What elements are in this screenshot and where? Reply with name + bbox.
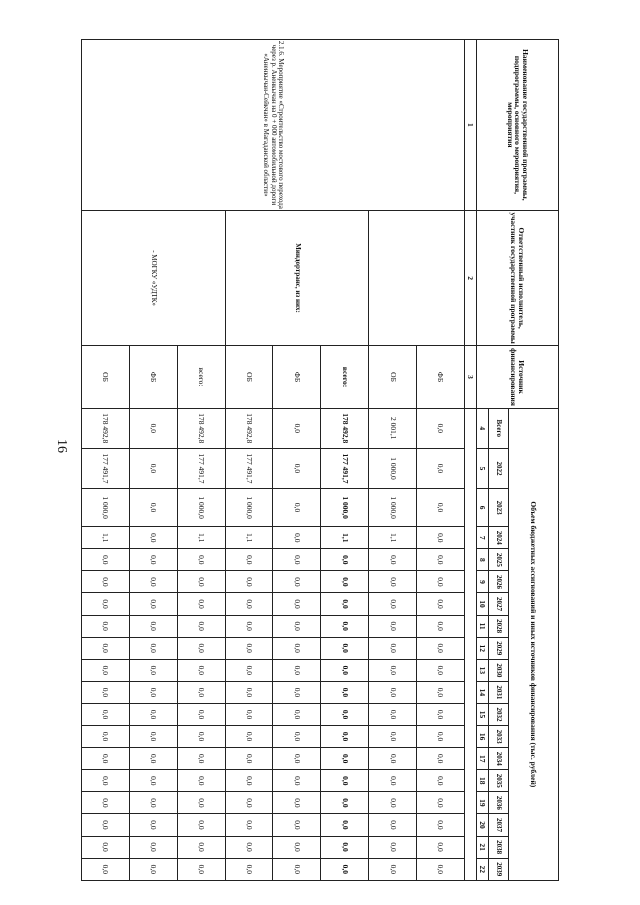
year-value: 0,0 [417,836,465,858]
header-year: 2025 [489,549,509,571]
year-value: 1 000,0 [321,489,369,527]
year-value: 0,0 [321,836,369,858]
year-value: 0,0 [129,703,177,725]
funding-table [81,39,559,881]
year-value: 0,0 [273,448,321,488]
year-value: 0,0 [129,792,177,814]
year-value: 0,0 [273,792,321,814]
year-value: 0,0 [417,792,465,814]
year-value: 0,0 [129,770,177,792]
column-number: 19 [477,792,489,814]
year-value: 0,0 [369,681,417,703]
total-value: 0,0 [129,408,177,448]
header-volume: Объем бюджетных ассигнований и иных источников финансирования (тыс. рублей) [509,408,559,880]
year-value: 0,0 [82,659,130,681]
year-value: 0,0 [321,814,369,836]
year-value: 0,0 [273,748,321,770]
year-value: 0,0 [225,836,273,858]
year-value: 0,0 [225,792,273,814]
year-value: 0,0 [369,814,417,836]
column-number: 12 [477,637,489,659]
header-year: 2033 [489,726,509,748]
year-value: 0,0 [82,748,130,770]
year-value: 0,0 [273,681,321,703]
year-value: 0,0 [225,681,273,703]
table-row [417,40,465,881]
year-value: 1 000,0 [82,489,130,527]
year-value: 0,0 [321,659,369,681]
header-year: 2038 [489,836,509,858]
column-number: 10 [477,593,489,615]
year-value: 0,0 [129,681,177,703]
year-value: 0,0 [177,703,225,725]
year-value: 0,0 [321,748,369,770]
header-total: Всего [489,408,509,448]
year-value: 0,0 [177,726,225,748]
executor-cell: Миндортранс, из них: [225,210,369,346]
column-number: 3 [465,346,477,408]
year-value: 0,0 [177,659,225,681]
year-value: 0,0 [225,748,273,770]
year-value: 0,0 [369,549,417,571]
column-number: 18 [477,770,489,792]
year-value: 0,0 [369,748,417,770]
year-value: 0,0 [129,549,177,571]
year-value: 0,0 [273,527,321,549]
year-value: 0,0 [129,836,177,858]
year-value: 0,0 [321,726,369,748]
year-value: 0,0 [321,681,369,703]
funding-source: ФБ [273,346,321,408]
year-value: 0,0 [369,703,417,725]
year-value: 0,0 [273,659,321,681]
year-value: 177 491,7 [82,448,130,488]
measure-name: 2.1.6. Мероприятие «Строительство мостового перехода через р. Аненкычан на 0 + 000 автомобильной дороги «Аненкычан-Сейкчан» в Магаданской области» [82,40,465,211]
year-value: 0,0 [129,637,177,659]
year-value: 0,0 [177,681,225,703]
year-value: 0,0 [321,571,369,593]
funding-source: ОБ [369,346,417,408]
funding-source: ОБ [82,346,130,408]
year-value: 177 491,7 [225,448,273,488]
year-value: 0,0 [82,814,130,836]
year-value: 0,0 [82,549,130,571]
header-name: Наименование государственной программы, подпрограммы, основного мероприятия, мероприятия [477,40,559,211]
column-number: 20 [477,814,489,836]
year-value: 0,0 [321,703,369,725]
year-value: 0,0 [417,593,465,615]
header-year: 2023 [489,489,509,527]
year-value: 0,0 [321,593,369,615]
funding-source: всего: [177,346,225,408]
year-value: 0,0 [321,792,369,814]
year-value: 0,0 [225,770,273,792]
year-value: 0,0 [273,770,321,792]
year-value: 0,0 [273,814,321,836]
year-value: 0,0 [225,549,273,571]
column-number: 17 [477,748,489,770]
year-value: 0,0 [273,489,321,527]
column-number: 6 [477,489,489,527]
total-value: 178 492,8 [321,408,369,448]
year-value: 0,0 [129,527,177,549]
total-value: 178 492,8 [177,408,225,448]
column-number: 5 [477,448,489,488]
year-value: 0,0 [225,571,273,593]
year-value: 0,0 [321,615,369,637]
funding-source: ОБ [225,346,273,408]
year-value: 0,0 [225,615,273,637]
year-value: 1,1 [82,527,130,549]
year-value: 0,0 [321,858,369,880]
year-value: 0,0 [417,571,465,593]
header-year: 2024 [489,527,509,549]
year-value: 0,0 [82,571,130,593]
year-value: 0,0 [417,770,465,792]
year-value: 0,0 [417,448,465,488]
year-value: 0,0 [417,527,465,549]
year-value: 0,0 [273,593,321,615]
header-year: 2034 [489,748,509,770]
header-executor: Ответственный исполнитель, участник государственной программы [477,210,559,346]
total-value: 0,0 [417,408,465,448]
year-value: 0,0 [177,549,225,571]
year-value: 0,0 [177,814,225,836]
year-value: 0,0 [225,703,273,725]
year-value: 0,0 [177,637,225,659]
column-number: 4 [477,408,489,448]
year-value: 0,0 [369,726,417,748]
column-number: 8 [477,549,489,571]
funding-source: ФБ [417,346,465,408]
year-value: 0,0 [129,858,177,880]
year-value: 0,0 [321,637,369,659]
column-number: 7 [477,527,489,549]
year-value: 0,0 [369,836,417,858]
year-value: 0,0 [417,637,465,659]
year-value: 0,0 [129,748,177,770]
column-number: 9 [477,571,489,593]
year-value: 0,0 [417,659,465,681]
header-year: 2039 [489,858,509,880]
executor-cell [369,210,465,346]
year-value: 0,0 [369,571,417,593]
column-number: 16 [477,726,489,748]
year-value: 0,0 [273,571,321,593]
year-value: 0,0 [417,703,465,725]
year-value: 0,0 [225,637,273,659]
year-value: 0,0 [321,770,369,792]
year-value: 0,0 [369,770,417,792]
total-value: 2 001,1 [369,408,417,448]
header-year: 2022 [489,448,509,488]
header-year: 2032 [489,703,509,725]
year-value: 0,0 [417,726,465,748]
year-value: 0,0 [177,770,225,792]
year-value: 0,0 [417,489,465,527]
year-value: 0,0 [417,858,465,880]
year-value: 0,0 [129,489,177,527]
year-value: 0,0 [177,836,225,858]
year-value: 177 491,7 [321,448,369,488]
year-value: 0,0 [273,615,321,637]
header-year: 2037 [489,814,509,836]
year-value: 1,1 [177,527,225,549]
column-number: 15 [477,703,489,725]
page-number: 16 [54,439,69,453]
year-value: 0,0 [82,836,130,858]
year-value: 0,0 [82,703,130,725]
year-value: 0,0 [417,748,465,770]
column-number: 2 [465,210,477,346]
year-value: 0,0 [225,659,273,681]
year-value: 0,0 [273,549,321,571]
rotated-table-sheet [81,39,559,881]
year-value: 0,0 [82,770,130,792]
year-value: 0,0 [177,571,225,593]
year-value: 0,0 [129,659,177,681]
year-value: 0,0 [417,814,465,836]
year-value: 1 000,0 [177,489,225,527]
year-value: 0,0 [417,615,465,637]
header-source: Источник финансирования [477,346,559,408]
year-value: 0,0 [177,858,225,880]
year-value: 0,0 [129,571,177,593]
funding-source: всего: [321,346,369,408]
header-year: 2026 [489,571,509,593]
year-value: 0,0 [369,858,417,880]
year-value: 0,0 [82,726,130,748]
year-value: 0,0 [82,637,130,659]
year-value: 0,0 [225,858,273,880]
year-value: 1 000,0 [369,489,417,527]
total-value: 0,0 [273,408,321,448]
year-value: 0,0 [177,748,225,770]
year-value: 1,1 [225,527,273,549]
year-value: 0,0 [369,659,417,681]
year-value: 1,1 [321,527,369,549]
year-value: 0,0 [82,858,130,880]
year-value: 0,0 [273,836,321,858]
year-value: 0,0 [129,726,177,748]
year-value: 0,0 [82,681,130,703]
year-value: 0,0 [273,858,321,880]
total-value: 178 492,8 [225,408,273,448]
year-value: 0,0 [273,703,321,725]
year-value: 0,0 [129,615,177,637]
year-value: 0,0 [225,726,273,748]
year-value: 0,0 [177,792,225,814]
year-value: 0,0 [129,814,177,836]
year-value: 0,0 [225,593,273,615]
column-number: 21 [477,836,489,858]
year-value: 0,0 [273,726,321,748]
year-value: 1,1 [369,527,417,549]
year-value: 0,0 [369,593,417,615]
year-value: 1 000,0 [369,448,417,488]
funding-source: ФБ [129,346,177,408]
year-value: 177 491,7 [177,448,225,488]
header-year: 2030 [489,659,509,681]
year-value: 0,0 [225,814,273,836]
column-number: 1 [465,40,477,211]
column-number: 11 [477,615,489,637]
year-value: 0,0 [417,681,465,703]
executor-cell: - МОГКУ «УДТК» [82,210,226,346]
header-year: 2035 [489,770,509,792]
year-value: 0,0 [82,615,130,637]
year-value: 0,0 [369,792,417,814]
year-value: 0,0 [82,593,130,615]
year-value: 0,0 [177,593,225,615]
number-row-filler [465,408,477,880]
year-value: 0,0 [417,549,465,571]
column-number: 22 [477,858,489,880]
year-value: 0,0 [82,792,130,814]
header-year: 2036 [489,792,509,814]
year-value: 0,0 [321,549,369,571]
header-year: 2031 [489,681,509,703]
year-value: 1 000,0 [225,489,273,527]
column-number: 14 [477,681,489,703]
header-year: 2027 [489,593,509,615]
year-value: 0,0 [129,593,177,615]
total-value: 178 492,8 [82,408,130,448]
header-year: 2029 [489,637,509,659]
column-number: 13 [477,659,489,681]
year-value: 0,0 [369,615,417,637]
year-value: 0,0 [177,615,225,637]
header-year: 2028 [489,615,509,637]
year-value: 0,0 [129,448,177,488]
year-value: 0,0 [273,637,321,659]
year-value: 0,0 [369,637,417,659]
